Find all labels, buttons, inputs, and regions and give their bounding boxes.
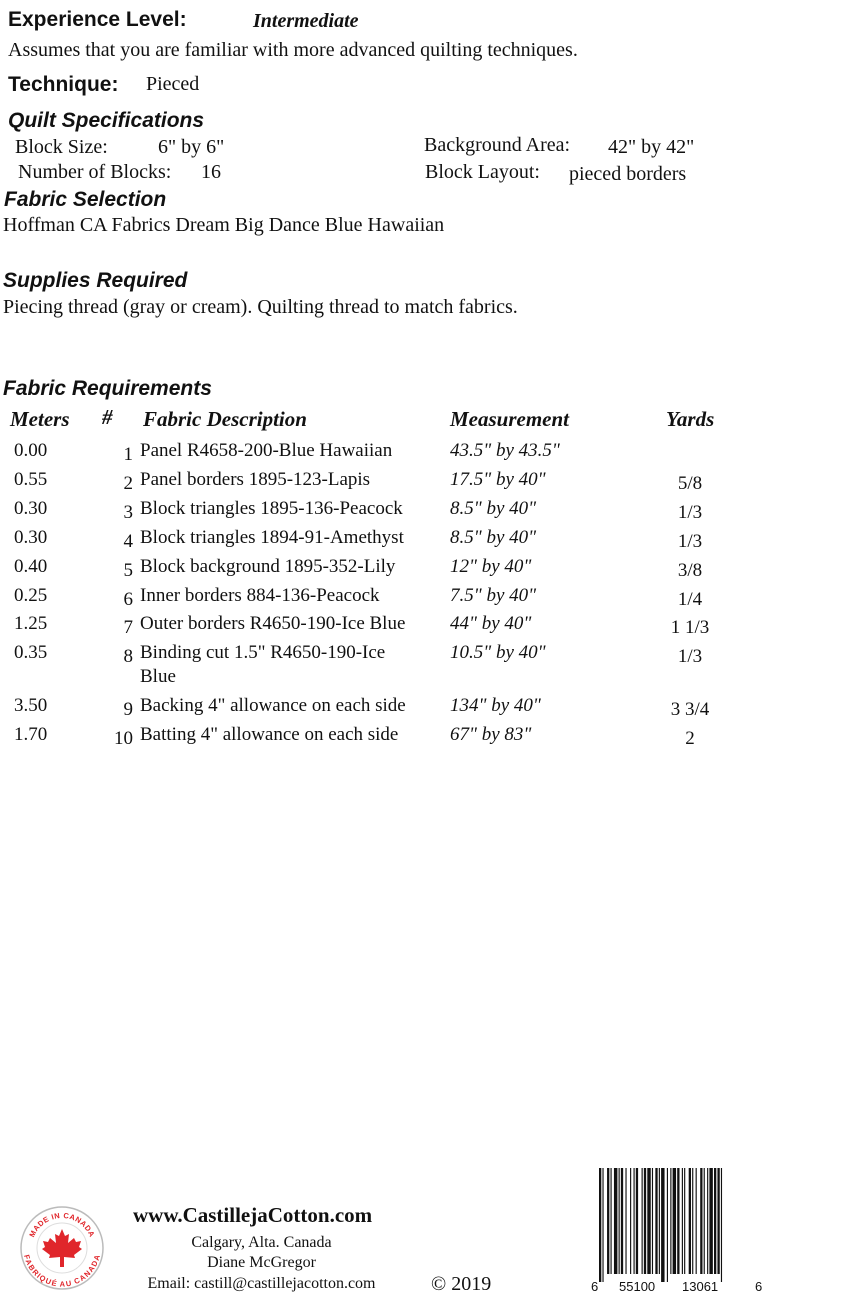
description-cell: Panel borders 1895-123-Lapis [140,469,371,490]
barcode-bar [721,1168,722,1282]
barcode-digit-first: 6 [591,1279,599,1293]
requirements-heading: Fabric Requirements [3,377,212,400]
measurement-cell: 8.5" by 40" [450,527,537,548]
yards-cell: 2 [685,728,695,749]
supplies-heading: Supplies Required [3,269,188,292]
number-cell: 5 [123,560,133,581]
yards-cell: 1/4 [677,589,703,610]
yards-cell: 3 3/4 [670,699,710,720]
col-description: Fabric Description [143,407,307,431]
number-cell: 1 [123,444,133,465]
barcode-bar [659,1168,660,1274]
meters-cell: 0.25 [14,585,48,606]
barcode-digit-last: 6 [755,1279,763,1293]
barcode-bar [667,1168,668,1282]
barcode-bar [644,1168,646,1274]
number-cell: 8 [123,646,133,667]
badge-bottom-text: FABRIQUÉ AU CANADA [22,1253,102,1289]
description-cell: Panel R4658-200-Blue Hawaiian [140,440,393,461]
description-cell: Block triangles 1894-91-Amethyst [140,527,404,548]
supplies-text: Piecing thread (gray or cream). Quilting thread to match fabrics. [3,296,518,318]
number-cell: 6 [123,589,133,610]
block-size-label: Block Size: [15,136,108,158]
barcode-bar [700,1168,702,1274]
copyright-text: © 2019 [431,1273,492,1295]
location-text: Calgary, Alta. Canada [191,1234,332,1251]
barcode-bar [684,1168,685,1274]
measurement-cell: 134" by 40" [450,695,541,716]
specs-heading: Quilt Specifications [8,109,205,132]
measurement-cell: 7.5" by 40" [450,585,537,606]
measurement-cell: 44" by 40" [450,613,532,634]
barcode-bar [707,1168,708,1274]
meters-cell: 0.55 [14,469,48,490]
barcode-digits-right: 13061 [682,1279,719,1293]
col-meters: Meters [10,407,70,431]
barcode-bar [614,1168,617,1274]
badge-top-text: MADE IN CANADA [27,1210,97,1239]
website-link[interactable]: www.CastillejaCotton.com [133,1203,373,1227]
description-cell: Outer borders R4650-190-Ice Blue [140,613,406,634]
yards-cell: 1/3 [677,531,703,552]
fabric-selection-text: Hoffman CA Fabrics Dream Big Dance Blue Hawaiian [3,214,445,236]
num-blocks-value: 16 [201,161,221,183]
fabric-selection-heading: Fabric Selection [4,188,167,211]
meters-cell: 0.35 [14,642,48,663]
barcode-bar [602,1168,603,1282]
barcode-bar [652,1168,653,1274]
barcode-bar [714,1168,716,1274]
number-cell: 7 [123,617,133,638]
yards-cell: 1/3 [677,502,703,523]
barcode-bar [611,1168,612,1274]
experience-value: Intermediate [253,10,359,32]
technique-label: Technique: [8,73,119,96]
number-cell: 3 [123,502,133,523]
number-cell: 9 [123,699,133,720]
col-yards: Yards [666,407,715,431]
description-cell: Binding cut 1.5" R4650-190-Ice [140,642,386,663]
yards-cell: 5/8 [677,473,703,494]
block-size-value: 6" by 6" [158,136,225,158]
barcode-bar [670,1168,671,1274]
barcode-bar [607,1168,609,1274]
yards-cell: 1 1/3 [670,617,710,638]
layout-label: Block Layout: [425,161,540,183]
measurement-cell: 10.5" by 40" [450,642,546,663]
barcode-bar [647,1168,650,1274]
meters-cell: 0.00 [14,440,48,461]
technique-value: Pieced [146,73,200,95]
barcode-bar [621,1168,623,1274]
meters-cell: 1.70 [14,724,48,745]
measurement-cell: 43.5" by 43.5" [450,440,560,461]
bg-area-value: 42" by 42" [608,136,695,158]
designer-text: Diane McGregor [207,1254,316,1271]
measurement-cell: 8.5" by 40" [450,498,537,519]
number-cell: 4 [123,531,133,552]
num-blocks-label: Number of Blocks: [18,161,172,183]
barcode-bar [696,1168,697,1274]
description-cell: Block background 1895-352-Lily [140,556,396,577]
description-cell: Batting 4" allowance on each side [140,724,399,745]
barcode-bar [619,1168,620,1274]
bg-area-label: Background Area: [424,134,571,156]
experience-note: Assumes that you are familiar with more advanced quilting techniques. [8,39,578,61]
barcode-bar [692,1168,693,1274]
barcode-bar [673,1168,676,1274]
barcode-bar [634,1168,635,1274]
yards-cell: 3/8 [677,560,703,581]
number-cell: 2 [123,473,133,494]
meters-cell: 3.50 [14,695,48,716]
barcode-bar [677,1168,679,1274]
measurement-cell: 67" by 83" [450,724,532,745]
meters-cell: 1.25 [14,613,48,634]
description-cell: Block triangles 1895-136-Peacock [140,498,403,519]
measurement-cell: 17.5" by 40" [450,469,546,490]
col-num: # [102,405,113,429]
meters-cell: 0.30 [14,527,48,548]
barcode-bar [642,1168,643,1274]
layout-value: pieced borders [569,163,687,185]
barcode-bar [689,1168,691,1274]
barcode-bar [709,1168,712,1274]
col-measurement: Measurement [450,407,570,431]
description-cell-continued: Blue [140,666,176,687]
barcode-bar [636,1168,638,1274]
barcode-bar [655,1168,657,1274]
yards-cell: 1/3 [677,646,703,667]
barcode-bar [682,1168,683,1274]
barcode-bar [630,1168,631,1274]
barcode [585,1168,765,1293]
measurement-cell: 12" by 40" [450,556,532,577]
number-cell: 10 [114,728,133,749]
meters-cell: 0.30 [14,498,48,519]
barcode-bar [661,1168,664,1282]
email-text: Email: castill@castillejacotton.com [147,1275,376,1292]
barcode-bar [599,1168,601,1282]
description-cell: Backing 4" allowance on each side [140,695,406,716]
barcode-bar [717,1168,719,1274]
experience-label: Experience Level: [8,8,187,31]
meters-cell: 0.40 [14,556,48,577]
barcode-digits-left: 55100 [619,1279,656,1293]
barcode-bar [704,1168,705,1274]
barcode-bar [625,1168,626,1274]
description-cell: Inner borders 884-136-Peacock [140,585,380,606]
